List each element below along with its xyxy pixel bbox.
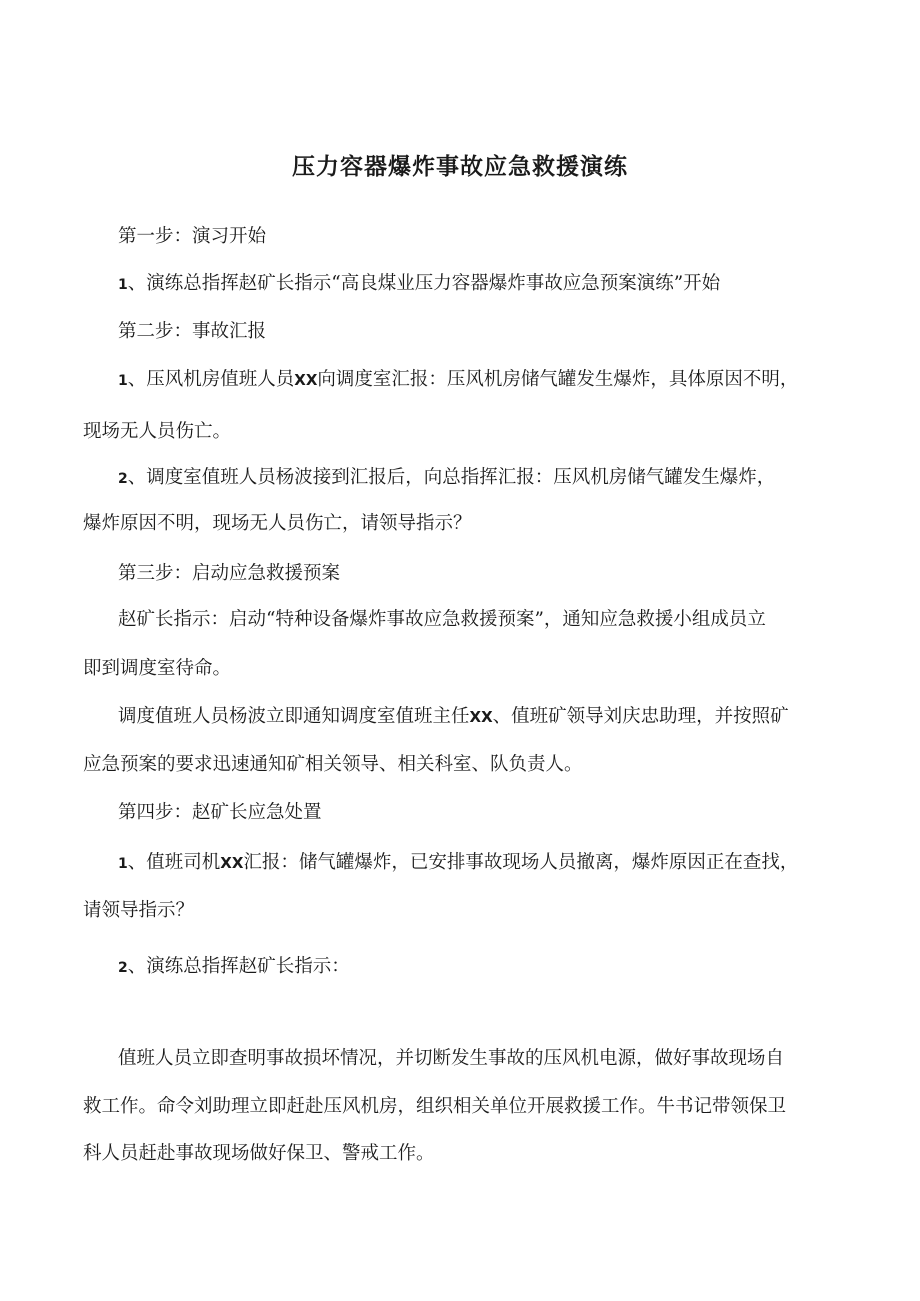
step4-item2 [118,954,350,981]
item-number: 1 [118,856,128,872]
step2-item1-line2: 现场无人员伤亡。 [83,421,232,442]
item-number: 1 [118,373,128,389]
item-text: 、演练总指挥赵矿长指示： [127,956,350,977]
item-number: 1 [118,277,128,293]
item-text-a: 、值班司机 [127,852,221,873]
step4-item1-line2: 请领导指示？ [83,900,195,921]
step3-heading: 第三步：启动应急救援预案 [118,563,341,584]
step2-heading: 第二步：事故汇报 [118,321,267,342]
item-text-b: 向调度室汇报：压风机房储气罐发生爆炸，具体原因不明， [317,369,799,390]
step4-para-line1: 值班人员立即查明事故损坏情况，并切断发生事故的压风机电源，做好事故现场自 [118,1048,785,1069]
placeholder-name: XX [294,371,318,389]
step1-heading: 第一步：演习开始 [118,226,267,247]
step4-heading: 第四步：赵矿长应急处置 [118,802,322,823]
item-number: 2 [118,960,128,976]
item-text-b: 汇报：储气罐爆炸，已安排事故现场人员撤离，爆炸原因正在查找， [243,852,799,873]
step4-para-line3: 科人员赶赴事故现场做好保卫、警戒工作。 [83,1143,435,1164]
step3-para1-line1: 赵矿长指示：启动“特种设备爆炸事故应急救援预案”，通知应急救援小组成员立 [118,609,766,630]
step2-item2-line2: 爆炸原因不明，现场无人员伤亡，请领导指示？ [83,513,472,534]
item-text: 、演练总指挥赵矿长指示“高良煤业压力容器爆炸事故应急预案演练”开始 [127,273,721,294]
step3-para2-line2: 应急预案的要求迅速通知矿相关领导、相关科室、队负责人。 [83,754,583,775]
step4-item1-line1 [118,850,798,877]
step1-item1 [118,271,720,298]
item-number: 2 [118,471,128,487]
step3-para1-line2: 即到调度室待命。 [83,658,232,679]
placeholder-name: XX [469,708,493,726]
step2-item1-line1 [118,367,798,394]
item-text-a: 、压风机房值班人员 [127,369,295,390]
para-text-a: 调度值班人员杨波立即通知调度室值班主任 [118,706,470,727]
para-text-b: 、值班矿领导刘庆忠助理，并按照矿 [492,706,789,727]
item-text: 、调度室值班人员杨波接到汇报后，向总指挥汇报：压风机房储气罐发生爆炸， [127,467,776,488]
step4-para-line2: 救工作。命令刘助理立即赶赴压风机房，组织相关单位开展救援工作。牛书记带领保卫 [83,1096,787,1117]
step2-item2-line1 [118,465,775,492]
placeholder-name: XX [220,854,244,872]
document-title: 压力容器爆炸事故应急救援演练 [292,154,628,180]
step3-para2-line1 [118,704,789,730]
